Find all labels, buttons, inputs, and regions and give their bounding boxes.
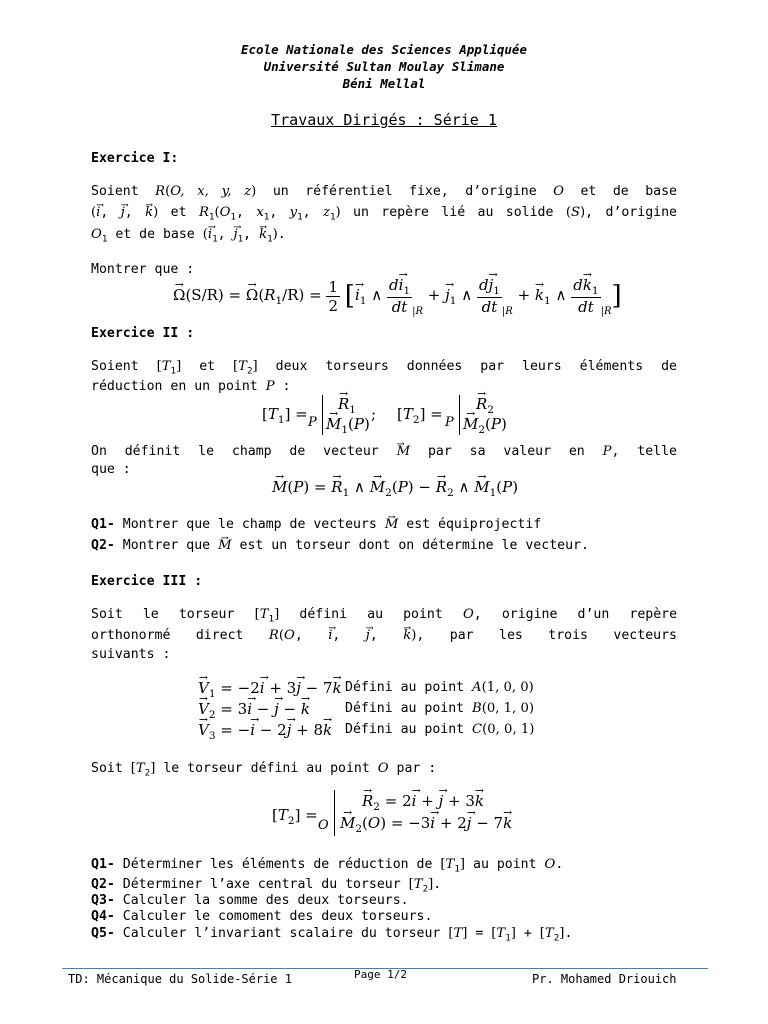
city-name: Béni Mellal: [342, 76, 426, 91]
ex2-q1: Q1- Montrer que le champ de vecteurs → M est équiprojectif: [91, 514, 677, 535]
vector-v1-point: Défini au point A(1, 0, 0): [345, 680, 534, 695]
omega-formula: → Ω(S/R) = → $\Omega(R_1/R)$ = $\frac{1}{2}$ [→ $i_1$ ∧ $\frac{d\to i_1}{dt}$ $_{|R}$ + → $j_1$ ∧ $\frac{d\to j_1}{dt}$ $_{|R}$ + → $k_1$ ∧ $\frac{d\to k_1}{dt}$ $_{|R}$]: [173, 276, 622, 317]
exercise-1-heading: Exercice I:: [91, 151, 179, 166]
ex3-soit-t2: Soit $[T_2]$ le torseur défini au point O par :: [91, 761, 437, 779]
ex3-q1: Q1- Déterminer les éléments de réduction de $[T_1]$ au point O.: [91, 857, 564, 875]
footer-author: Pr. Mohamed Driouich: [532, 972, 677, 986]
footer-course: TD: Mécanique du Solide-Série 1: [68, 972, 292, 986]
vector-v2: → $V_2 = 3\to i$ − → j − → k: [198, 700, 310, 721]
school-name: Ecole Nationale des Sciences Appliquée: [241, 42, 527, 57]
vector-v3: → $V_3$ = −→ i − 2→ j + 8→ k: [198, 721, 332, 742]
ex3-paragraph-line2: orthonormé direct R(O, → i, → j, → k), par les trois vecteurs: [91, 625, 677, 646]
ex1-montrer: Montrer que :: [91, 262, 195, 277]
ex3-q5: Q5- Calculer l’invariant scalaire du torseur $[T] = [T_1] + [T_2]$.: [91, 926, 573, 944]
ex2-q2: Q2- Montrer que → M est un torseur dont on détermine le vecteur.: [91, 535, 677, 556]
vector-v2-point: Défini au point B(0, 1, 0): [345, 701, 534, 716]
page-title: Travaux Dirigés : Série 1: [271, 111, 497, 129]
ex1-paragraph-line2: (→ i, → j, → k) et $R_1(O_1$, $x_1$, $y_1$, $z_1$) un repère lié au solide (S), d’origine: [91, 202, 677, 228]
ex2-paragraph-line3: On définit le champ de vecteur → M par sa valeur en P, telle: [91, 441, 677, 462]
ex2-paragraph-line2: réduction en un point P :: [91, 379, 291, 394]
ex3-q2: Q2- Déterminer l’axe central du torseur $[T_2]$.: [91, 877, 442, 895]
exercise-3-heading: Exercice III :: [91, 574, 203, 589]
ex3-paragraph-line1: Soit le torseur $[T_1]$ défini au point O, origine d’un repère: [91, 607, 678, 625]
ex2-paragraph-line4: que :: [91, 462, 131, 477]
exercise-2-heading: Exercice II :: [91, 326, 195, 341]
ex1-paragraph-line1: Soient R(O, x, y, z) un référentiel fixe, d’origine O et de base: [91, 184, 677, 199]
ex2-paragraph-line1: Soient $[T_1]$ et $[T_2]$ deux torseurs données par leurs éléments de: [91, 359, 677, 377]
ex3-paragraph-line3: suivants :: [91, 647, 171, 662]
vector-v1: → $V_1 = -2\to i + 3\to j - 7\to k$: [198, 679, 342, 700]
vector-v3-point: Défini au point C(0, 0, 1): [345, 722, 535, 737]
ex1-paragraph-line3: $O_1$ et de base (→ $i_1$, → $j_1$, → $k_1$).: [91, 224, 677, 250]
ex3-q3: Q3- Calculer la somme des deux torseurs.: [91, 893, 409, 908]
footer-page-number: Page 1/2: [354, 968, 407, 981]
ex3-q4: Q4- Calculer le comoment des deux torseurs.: [91, 909, 433, 924]
university-name: Université Sultan Moulay Slimane: [263, 59, 505, 74]
champ-formula: → M(P) = → $R_1$ ∧ → $M_2(P)$ − → $R_2$ ∧ → $M_1(P)$: [272, 478, 518, 499]
